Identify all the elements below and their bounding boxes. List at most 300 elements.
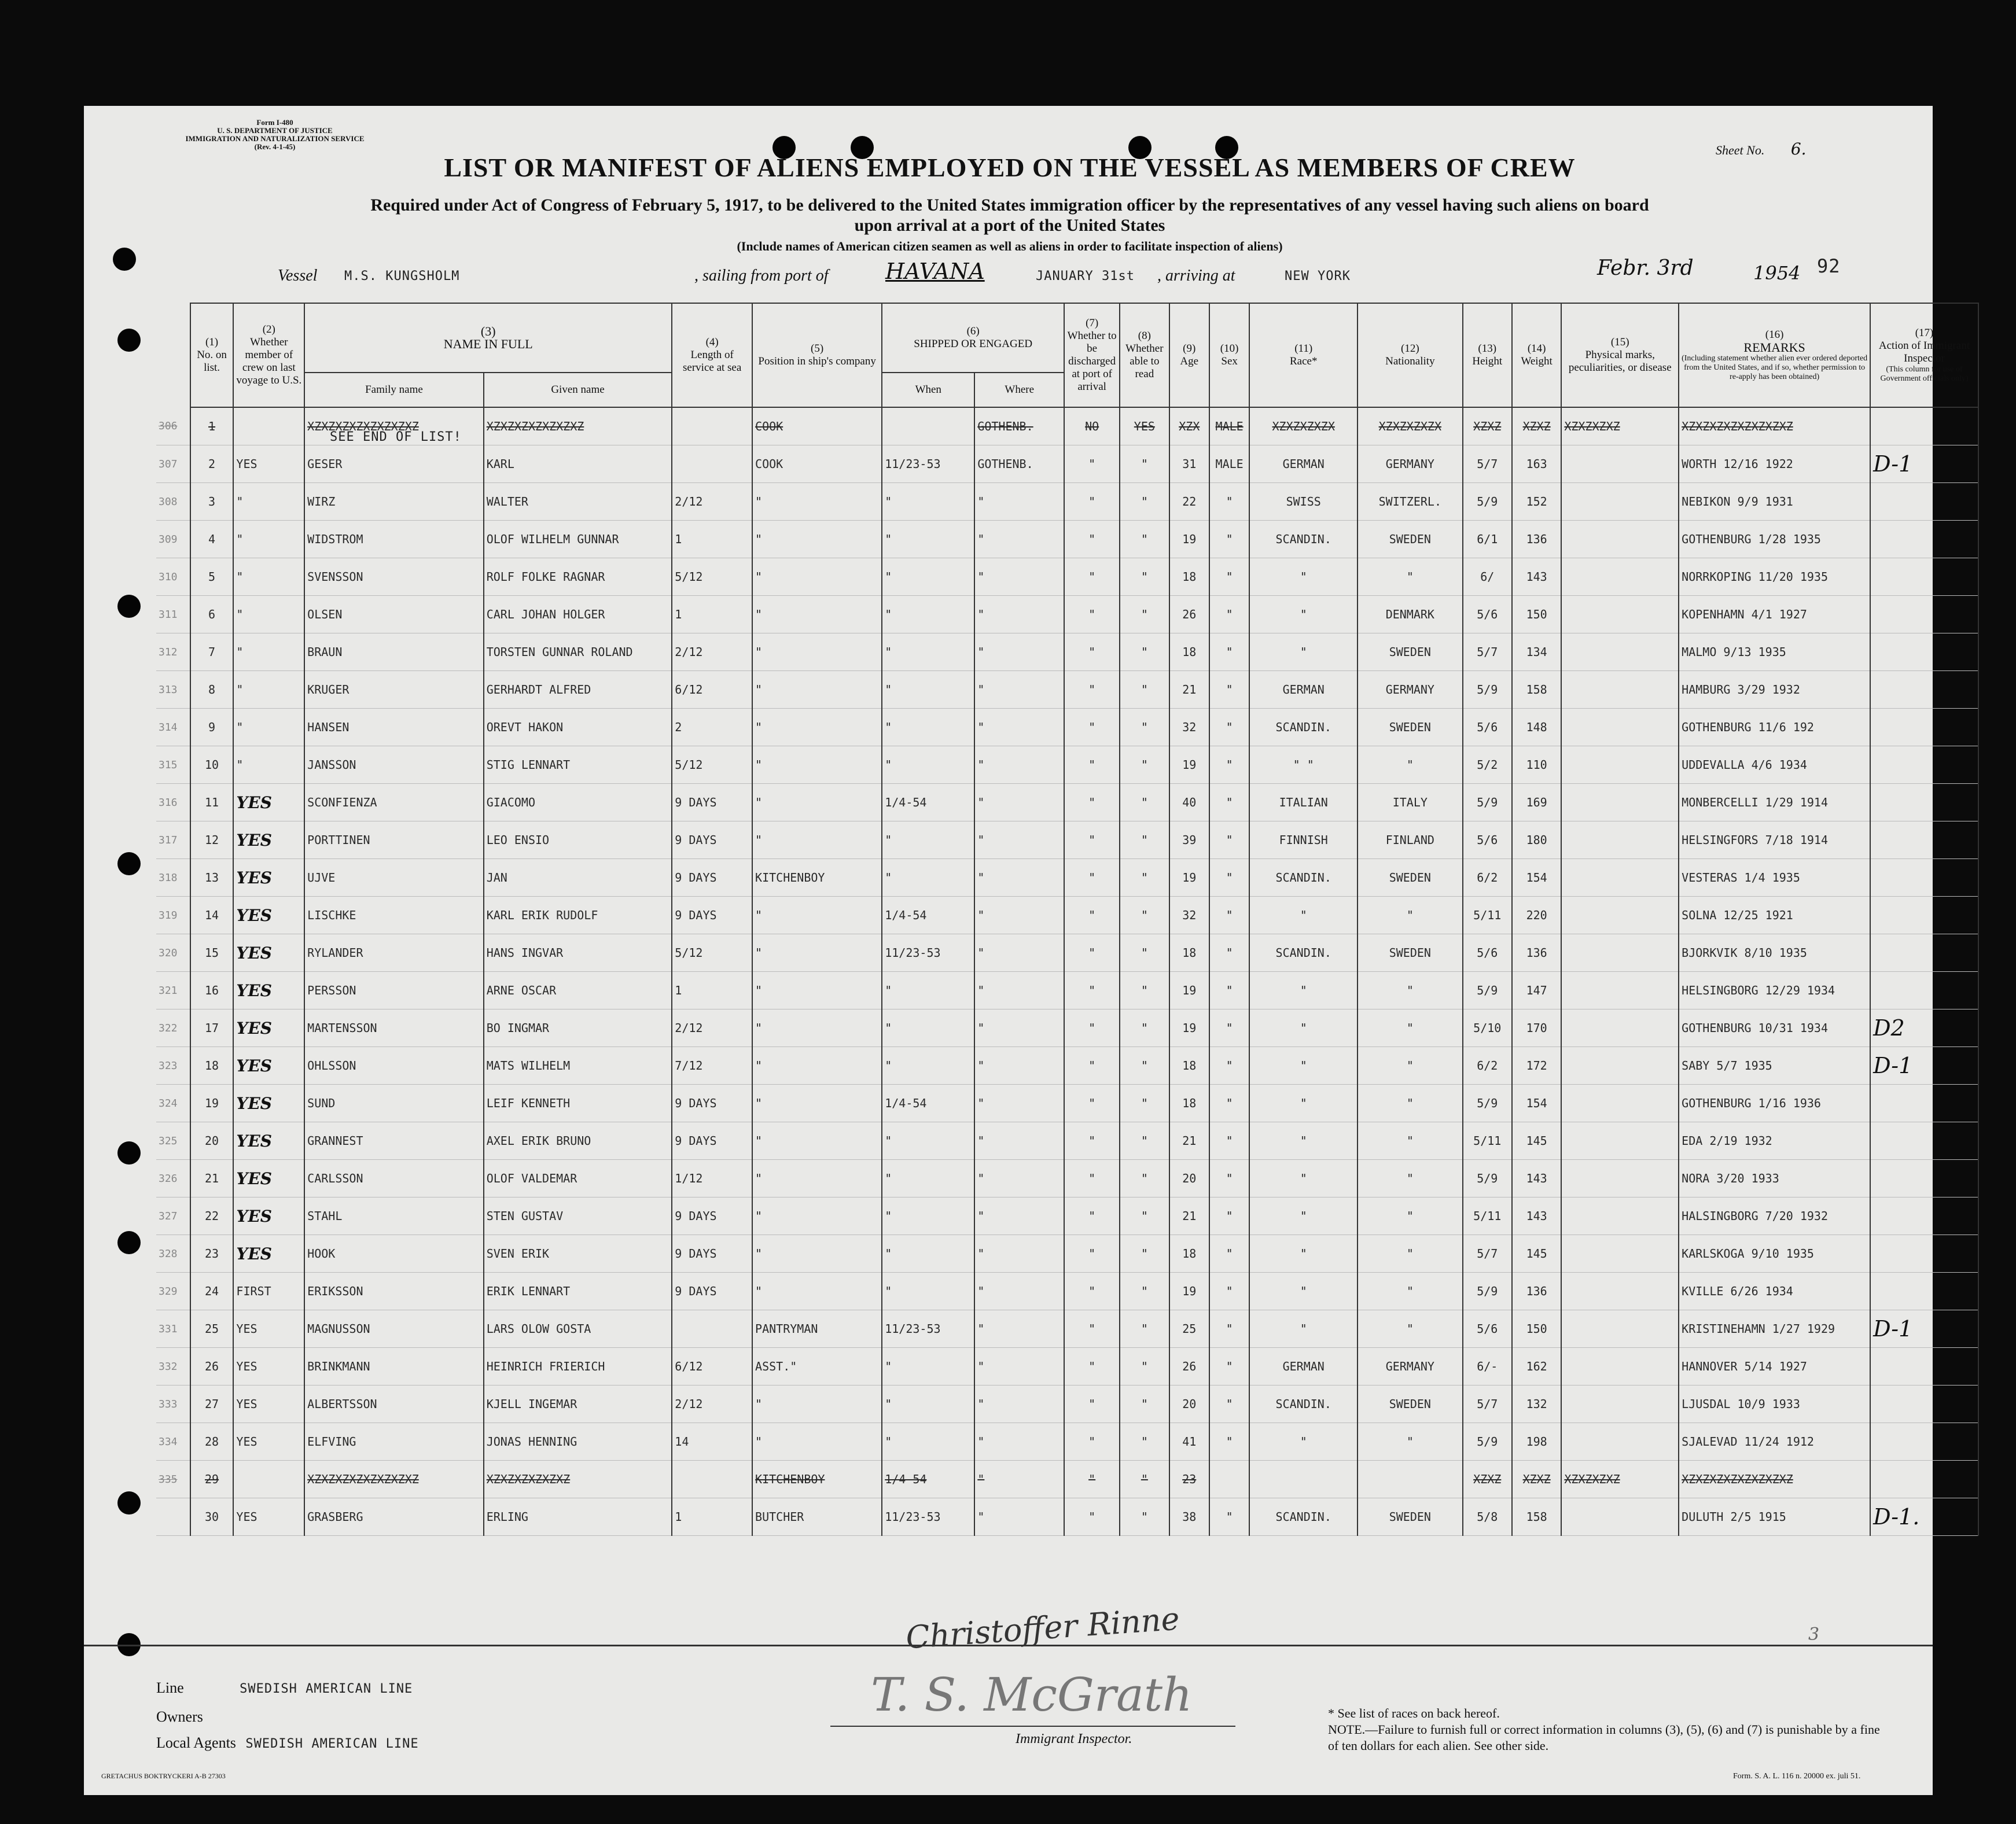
position-cell: ": [752, 934, 882, 972]
discharged-cell: ": [1064, 1461, 1120, 1498]
height-cell: 5/11: [1463, 897, 1512, 934]
last-voyage-cell: YES: [233, 972, 304, 1009]
able-to-read-cell: ": [1120, 671, 1169, 709]
race-cell: ": [1249, 1197, 1358, 1235]
table-row: [156, 596, 1978, 633]
manifest-sheet: [84, 106, 1970, 1795]
weight-cell: 132: [1512, 1385, 1561, 1423]
row-number-cell: 5: [190, 558, 234, 596]
shipped-where-cell: ": [974, 1122, 1064, 1160]
service-length-cell: 1: [672, 972, 752, 1009]
height-cell: 5/2: [1463, 746, 1512, 784]
footer-agents: [156, 1734, 419, 1752]
able-to-read-cell: ": [1120, 1085, 1169, 1122]
nationality-cell: ": [1358, 746, 1462, 784]
height-cell: 6/: [1463, 558, 1512, 596]
sex-cell: ": [1209, 1385, 1249, 1423]
position-cell: ": [752, 709, 882, 746]
given-name-cell: LARS OLOW GOSTA: [484, 1310, 672, 1348]
position-cell: PANTRYMAN: [752, 1310, 882, 1348]
table-body: [156, 407, 1978, 1536]
shipped-where-cell: ": [974, 1498, 1064, 1536]
able-to-read-cell: ": [1120, 521, 1169, 558]
race-cell: ": [1249, 972, 1358, 1009]
position-cell: ": [752, 746, 882, 784]
inspector-action-cell: [1870, 1160, 1978, 1197]
shipped-when-cell: ": [882, 821, 974, 859]
table-row: [156, 859, 1978, 897]
remarks-cell: DULUTH 2/5 1915: [1679, 1498, 1870, 1536]
family-name-cell: OLSEN: [304, 596, 484, 633]
weight-cell: 170: [1512, 1009, 1561, 1047]
table-row: [156, 1160, 1978, 1197]
punch-hole: [117, 329, 141, 352]
table-row: [156, 521, 1978, 558]
last-voyage-cell: YES: [233, 1009, 304, 1047]
able-to-read-cell: ": [1120, 709, 1169, 746]
table-row: [156, 1498, 1978, 1536]
discharged-cell: NO: [1064, 407, 1120, 445]
header-shipped-engaged: (6) SHIPPED OR ENGAGED: [882, 303, 1064, 373]
physical-marks-cell: [1561, 558, 1679, 596]
age-cell: 22: [1169, 483, 1209, 521]
weight-cell: 169: [1512, 784, 1561, 821]
margin-number-cell: [156, 1498, 190, 1536]
shipped-when-cell: ": [882, 1047, 974, 1085]
header-last-voyage: (2) Whether member of crew on last voyage to U.S.: [233, 303, 304, 407]
shipped-where-cell: ": [974, 746, 1064, 784]
last-voyage-cell: YES: [233, 821, 304, 859]
shipped-where-cell: ": [974, 671, 1064, 709]
given-name-cell: JONAS HENNING: [484, 1423, 672, 1461]
service-length-cell: 2/12: [672, 483, 752, 521]
inspector-action-cell: [1870, 1122, 1978, 1160]
position-cell: COOK: [752, 407, 882, 445]
height-cell: 5/7: [1463, 1235, 1512, 1273]
inspector-action-cell: [1870, 521, 1978, 558]
inspector-action-cell: [1870, 821, 1978, 859]
header-action: (17) Action of Immigrant Inspector (This column for use of Government officials only): [1870, 303, 1978, 407]
shipped-when-cell: ": [882, 1385, 974, 1423]
margin-number-cell: 326: [156, 1160, 190, 1197]
service-length-cell: 1: [672, 1498, 752, 1536]
able-to-read-cell: YES: [1120, 407, 1169, 445]
given-name-cell: XZXZXZXZXZXZXZ: [484, 407, 672, 445]
weight-cell: 148: [1512, 709, 1561, 746]
shipped-when-cell: 1/4-54: [882, 1085, 974, 1122]
family-name-cell: MAGNUSSON: [304, 1310, 484, 1348]
margin-number-cell: 331: [156, 1310, 190, 1348]
family-name-cell: XZXZXZXZXZXZXZXZ: [304, 1461, 484, 1498]
inspector-action-cell: [1870, 1197, 1978, 1235]
signature-inspector: T. S. McGrath: [871, 1668, 1193, 1722]
age-cell: 18: [1169, 934, 1209, 972]
vessel-name: M.S. KUNGSHOLM: [344, 269, 460, 283]
margin-number-cell: 323: [156, 1047, 190, 1085]
discharged-cell: ": [1064, 1423, 1120, 1461]
position-cell: ": [752, 1235, 882, 1273]
discharged-cell: ": [1064, 934, 1120, 972]
family-name-cell: XZXZXZXZXZXZXZXZ: [304, 407, 484, 445]
header-weight: (14) Weight: [1512, 303, 1561, 407]
nationality-cell: ": [1358, 1009, 1462, 1047]
shipped-when-cell: ": [882, 558, 974, 596]
last-voyage-cell: YES: [233, 859, 304, 897]
height-cell: 6/1: [1463, 521, 1512, 558]
nationality-cell: SWEDEN: [1358, 709, 1462, 746]
position-cell: ": [752, 1047, 882, 1085]
height-cell: XZXZ: [1463, 1461, 1512, 1498]
shipped-when-cell: 1/4-54: [882, 897, 974, 934]
nationality-cell: ": [1358, 1423, 1462, 1461]
discharged-cell: ": [1064, 1273, 1120, 1310]
age-cell: 32: [1169, 897, 1209, 934]
margin-number-cell: 308: [156, 483, 190, 521]
last-voyage-cell: YES: [233, 1197, 304, 1235]
remarks-cell: VESTERAS 1/4 1935: [1679, 859, 1870, 897]
remarks-cell: GOTHENBURG 1/28 1935: [1679, 521, 1870, 558]
form-number: Form I-480: [256, 118, 293, 127]
footer-owners: [156, 1708, 203, 1726]
able-to-read-cell: ": [1120, 1197, 1169, 1235]
height-cell: 5/9: [1463, 1160, 1512, 1197]
race-cell: SCANDIN.: [1249, 521, 1358, 558]
race-cell: " ": [1249, 746, 1358, 784]
nationality-cell: XZXZXZXZX: [1358, 407, 1462, 445]
height-cell: XZXZ: [1463, 407, 1512, 445]
margin-number-cell: 328: [156, 1235, 190, 1273]
service-length-cell: [672, 445, 752, 483]
punch-hole: [117, 1141, 141, 1165]
shipped-when-cell: ": [882, 746, 974, 784]
age-cell: XZX: [1169, 407, 1209, 445]
header-able-to-read: (8) Whether able to read: [1120, 303, 1169, 407]
nationality-cell: ": [1358, 1122, 1462, 1160]
shipped-when-cell: ": [882, 1348, 974, 1385]
row-number-cell: 1: [190, 407, 234, 445]
header-race: (11) Race*: [1249, 303, 1358, 407]
remarks-cell: XZXZXZXZXZXZXZXZ: [1679, 407, 1870, 445]
header-discharged: (7) Whether to be discharged at port of arrival: [1064, 303, 1120, 407]
weight-cell: XZXZ: [1512, 1461, 1561, 1498]
age-cell: 21: [1169, 1197, 1209, 1235]
nationality-cell: ": [1358, 558, 1462, 596]
remarks-cell: BJORKVIK 8/10 1935: [1679, 934, 1870, 972]
sex-cell: ": [1209, 897, 1249, 934]
position-cell: ": [752, 1085, 882, 1122]
discharged-cell: ": [1064, 558, 1120, 596]
family-name-cell: CARLSSON: [304, 1160, 484, 1197]
family-name-cell: ERIKSSON: [304, 1273, 484, 1310]
height-cell: 5/6: [1463, 821, 1512, 859]
race-cell: SCANDIN.: [1249, 934, 1358, 972]
margin-number-cell: 313: [156, 671, 190, 709]
position-cell: ": [752, 1273, 882, 1310]
given-name-cell: OLOF VALDEMAR: [484, 1160, 672, 1197]
service-length-cell: [672, 1461, 752, 1498]
age-cell: 18: [1169, 558, 1209, 596]
position-cell: COOK: [752, 445, 882, 483]
physical-marks-cell: [1561, 746, 1679, 784]
age-cell: 23: [1169, 1461, 1209, 1498]
shipped-when-cell: [882, 407, 974, 445]
remarks-cell: SOLNA 12/25 1921: [1679, 897, 1870, 934]
remarks-cell: NORRKOPING 11/20 1935: [1679, 558, 1870, 596]
nationality-cell: ": [1358, 1235, 1462, 1273]
agents-label: Local Agents: [156, 1734, 236, 1751]
page-mark: 3: [1808, 1624, 1820, 1645]
table-row: [156, 1197, 1978, 1235]
service-length-cell: 2/12: [672, 633, 752, 671]
row-number-cell: 3: [190, 483, 234, 521]
form-id-block: [165, 119, 385, 151]
margin-number-cell: 322: [156, 1009, 190, 1047]
given-name-cell: XZXZXZXZXZXZ: [484, 1461, 672, 1498]
service-length-cell: 9 DAYS: [672, 1122, 752, 1160]
row-number-cell: 14: [190, 897, 234, 934]
race-cell: ": [1249, 1235, 1358, 1273]
sex-cell: MALE: [1209, 407, 1249, 445]
last-voyage-cell: YES: [233, 1160, 304, 1197]
sex-cell: ": [1209, 934, 1249, 972]
remarks-cell: HAMBURG 3/29 1932: [1679, 671, 1870, 709]
given-name-cell: GERHARDT ALFRED: [484, 671, 672, 709]
shipped-where-cell: ": [974, 1160, 1064, 1197]
height-cell: 5/6: [1463, 1310, 1512, 1348]
shipped-where-cell: ": [974, 1009, 1064, 1047]
service-length-cell: 1: [672, 596, 752, 633]
age-cell: 18: [1169, 1047, 1209, 1085]
physical-marks-cell: [1561, 1498, 1679, 1536]
row-number-cell: 13: [190, 859, 234, 897]
last-voyage-cell: YES: [233, 1047, 304, 1085]
arriving-label: , arriving at: [1157, 267, 1235, 285]
physical-marks-cell: XZXZXZXZ: [1561, 407, 1679, 445]
weight-cell: 158: [1512, 1498, 1561, 1536]
discharged-cell: ": [1064, 633, 1120, 671]
physical-marks-cell: [1561, 1122, 1679, 1160]
weight-cell: 154: [1512, 859, 1561, 897]
position-cell: ": [752, 972, 882, 1009]
form-reference: Form. S. A. L. 116 n. 20000 ex. juli 51.: [1733, 1772, 1861, 1781]
sheet-value: 6.: [1790, 139, 1807, 159]
sex-cell: ": [1209, 859, 1249, 897]
able-to-read-cell: ": [1120, 483, 1169, 521]
shipped-where-cell: ": [974, 1385, 1064, 1423]
line-label: Line: [156, 1679, 184, 1696]
service-length-cell: 2: [672, 709, 752, 746]
nationality-cell: GERMANY: [1358, 445, 1462, 483]
nationality-cell: SWEDEN: [1358, 521, 1462, 558]
race-cell: SCANDIN.: [1249, 1385, 1358, 1423]
inspector-action-cell: [1870, 897, 1978, 934]
table-header: [156, 303, 1978, 407]
physical-marks-cell: [1561, 934, 1679, 972]
height-cell: 5/9: [1463, 671, 1512, 709]
age-cell: 19: [1169, 521, 1209, 558]
nationality-cell: SWEDEN: [1358, 1498, 1462, 1536]
table-row: [156, 784, 1978, 821]
row-number-cell: 28: [190, 1423, 234, 1461]
discharged-cell: ": [1064, 1235, 1120, 1273]
physical-marks-cell: [1561, 633, 1679, 671]
last-voyage-cell: ": [233, 483, 304, 521]
header-length-of-service: (4) Length of service at sea: [672, 303, 752, 407]
weight-cell: 150: [1512, 596, 1561, 633]
age-cell: 21: [1169, 671, 1209, 709]
table-row: [156, 1009, 1978, 1047]
age-cell: 26: [1169, 596, 1209, 633]
able-to-read-cell: ": [1120, 1310, 1169, 1348]
margin-number-cell: 309: [156, 521, 190, 558]
service-length-cell: 9 DAYS: [672, 821, 752, 859]
family-name-cell: SUND: [304, 1085, 484, 1122]
row-number-cell: 24: [190, 1273, 234, 1310]
family-name-cell: WIDSTROM: [304, 521, 484, 558]
table-row: [156, 821, 1978, 859]
header-given-name: Given name: [484, 373, 672, 407]
header-where: Where: [974, 373, 1064, 407]
nationality-cell: SWITZERL.: [1358, 483, 1462, 521]
inspector-action-cell: [1870, 1461, 1978, 1498]
given-name-cell: KARL: [484, 445, 672, 483]
sex-cell: ": [1209, 1310, 1249, 1348]
table-row: [156, 1122, 1978, 1160]
family-name-cell: STAHL: [304, 1197, 484, 1235]
physical-marks-cell: [1561, 1235, 1679, 1273]
position-cell: ": [752, 897, 882, 934]
sex-cell: ": [1209, 1348, 1249, 1385]
family-name-cell: OHLSSON: [304, 1047, 484, 1085]
race-cell: ": [1249, 1310, 1358, 1348]
last-voyage-cell: YES: [233, 1348, 304, 1385]
inspector-action-cell: [1870, 859, 1978, 897]
last-voyage-cell: YES: [233, 784, 304, 821]
sex-cell: ": [1209, 633, 1249, 671]
date-to: Febr. 3rd: [1597, 256, 1694, 280]
service-length-cell: 1/12: [672, 1160, 752, 1197]
races-note: * See list of races on back hereof.: [1328, 1706, 1500, 1720]
given-name-cell: SVEN ERIK: [484, 1235, 672, 1273]
row-number-cell: 21: [190, 1160, 234, 1197]
weight-cell: 143: [1512, 1160, 1561, 1197]
family-name-cell: MARTENSSON: [304, 1009, 484, 1047]
age-cell: 25: [1169, 1310, 1209, 1348]
physical-marks-cell: [1561, 521, 1679, 558]
header-name-in-full: (3) NAME IN FULL: [304, 303, 672, 373]
shipped-when-cell: 11/23-53: [882, 1498, 974, 1536]
sex-cell: ": [1209, 784, 1249, 821]
shipped-where-cell: GOTHENB.: [974, 445, 1064, 483]
margin-number-cell: 312: [156, 633, 190, 671]
sex-cell: ": [1209, 1009, 1249, 1047]
given-name-cell: WALTER: [484, 483, 672, 521]
given-name-cell: CARL JOHAN HOLGER: [484, 596, 672, 633]
discharged-cell: ": [1064, 746, 1120, 784]
margin-number-cell: 332: [156, 1348, 190, 1385]
last-voyage-cell: YES: [233, 1310, 304, 1348]
table-row: [156, 1273, 1978, 1310]
table-row: [156, 558, 1978, 596]
footer-notes: [1328, 1705, 1883, 1754]
shipped-when-cell: ": [882, 596, 974, 633]
sex-cell: ": [1209, 1047, 1249, 1085]
height-cell: 5/11: [1463, 1197, 1512, 1235]
shipped-where-cell: ": [974, 1047, 1064, 1085]
weight-cell: 158: [1512, 671, 1561, 709]
header-remarks: (16) REMARKS (Including statement whether alien ever ordered deported from the United States, and if so, whether permission to re-apply has been obtained): [1679, 303, 1870, 407]
service-length-cell: 5/12: [672, 746, 752, 784]
shipped-where-cell: ": [974, 1273, 1064, 1310]
row-number-cell: 23: [190, 1235, 234, 1273]
family-name-cell: WIRZ: [304, 483, 484, 521]
discharged-cell: ": [1064, 671, 1120, 709]
row-number-cell: 16: [190, 972, 234, 1009]
sex-cell: ": [1209, 821, 1249, 859]
able-to-read-cell: ": [1120, 972, 1169, 1009]
last-voyage-cell: ": [233, 709, 304, 746]
table-row: [156, 1085, 1978, 1122]
given-name-cell: ERLING: [484, 1498, 672, 1536]
inspector-action-cell: [1870, 483, 1978, 521]
height-cell: 5/9: [1463, 1273, 1512, 1310]
able-to-read-cell: ": [1120, 596, 1169, 633]
height-cell: 5/9: [1463, 1423, 1512, 1461]
service-length-cell: 2/12: [672, 1385, 752, 1423]
row-number-cell: 6: [190, 596, 234, 633]
discharged-cell: ": [1064, 1122, 1120, 1160]
weight-cell: 172: [1512, 1047, 1561, 1085]
height-cell: 5/9: [1463, 483, 1512, 521]
nationality-cell: ITALY: [1358, 784, 1462, 821]
race-cell: ": [1249, 897, 1358, 934]
service-length-cell: 5/12: [672, 558, 752, 596]
remarks-cell: NORA 3/20 1933: [1679, 1160, 1870, 1197]
given-name-cell: STEN GUSTAV: [484, 1197, 672, 1235]
physical-marks-cell: [1561, 1009, 1679, 1047]
weight-cell: 163: [1512, 445, 1561, 483]
shipped-where-cell: ": [974, 1423, 1064, 1461]
family-name-cell: GESER: [304, 445, 484, 483]
race-cell: XZXZXZXZX: [1249, 407, 1358, 445]
line-value: SWEDISH AMERICAN LINE: [240, 1682, 413, 1696]
last-voyage-cell: YES: [233, 897, 304, 934]
sex-cell: ": [1209, 1085, 1249, 1122]
age-cell: 41: [1169, 1423, 1209, 1461]
race-cell: ": [1249, 633, 1358, 671]
page-number: 92: [1817, 255, 1841, 277]
given-name-cell: LEIF KENNETH: [484, 1085, 672, 1122]
margin-number-cell: 319: [156, 897, 190, 934]
sex-cell: ": [1209, 483, 1249, 521]
owners-label: Owners: [156, 1708, 203, 1725]
family-name-cell: ALBERTSSON: [304, 1385, 484, 1423]
shipped-where-cell: ": [974, 1310, 1064, 1348]
race-cell: ITALIAN: [1249, 784, 1358, 821]
table-row: [156, 671, 1978, 709]
last-voyage-cell: YES: [233, 445, 304, 483]
age-cell: 18: [1169, 1235, 1209, 1273]
given-name-cell: HANS INGVAR: [484, 934, 672, 972]
physical-marks-cell: [1561, 671, 1679, 709]
age-cell: 19: [1169, 972, 1209, 1009]
header-nationality: (12) Nationality: [1358, 303, 1462, 407]
margin-number-cell: 329: [156, 1273, 190, 1310]
shipped-when-cell: ": [882, 1122, 974, 1160]
age-cell: 20: [1169, 1385, 1209, 1423]
position-cell: ": [752, 1385, 882, 1423]
printer-mark: GRETACHUS BOKTRYCKERI A-B 27303: [101, 1772, 226, 1780]
